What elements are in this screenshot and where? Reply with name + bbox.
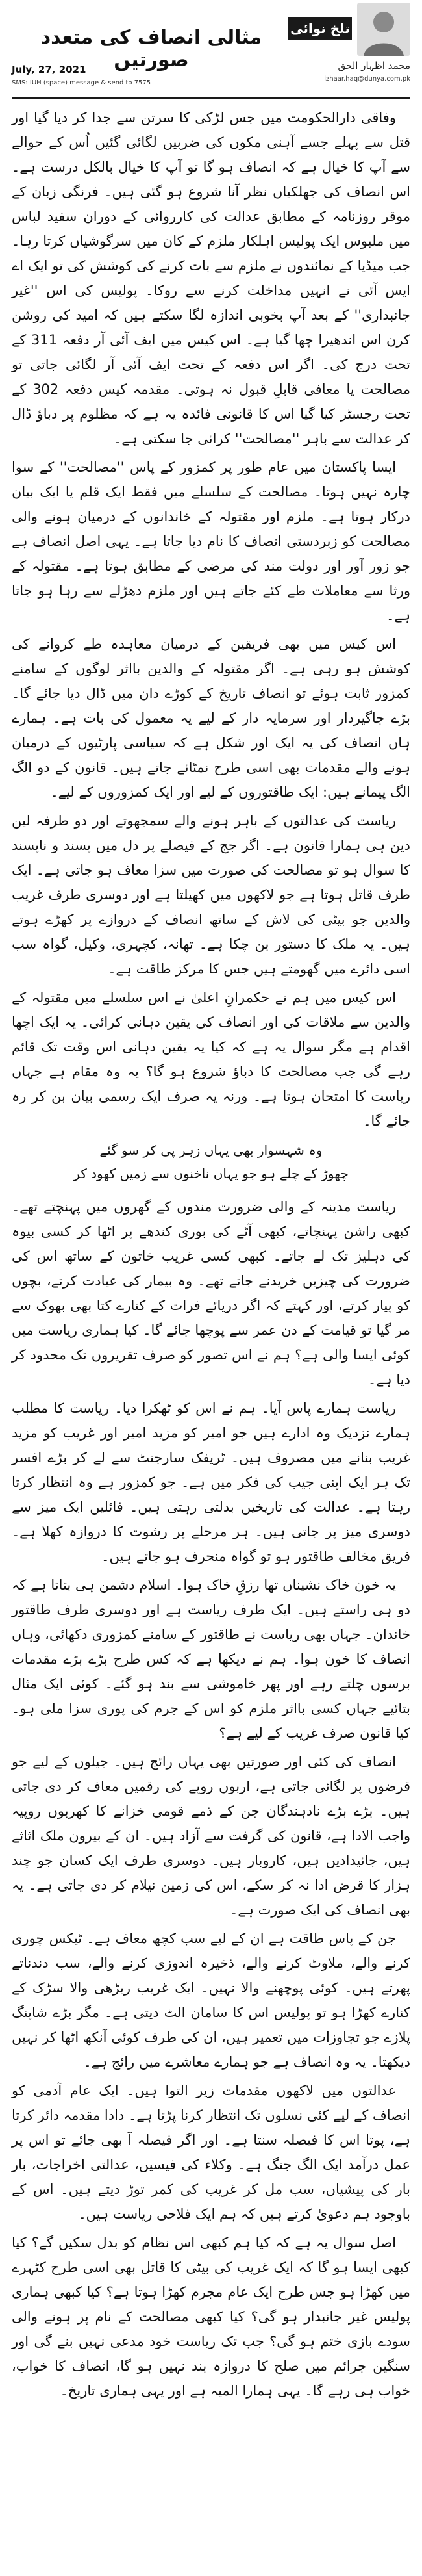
- article-paragraph: وفاقی دارالحکومت میں جس لڑکی کا سرتن سے جدا کر دیا گیا اور قتل سے پہلے جسے آہنی مکوں کی ضربیں لگائی گئیں اُس کے حوالے سے آپ کا خیال ہے کہ انصاف ہو گا تو آپ کا خیال بالکل درست ہے۔ اس انصاف کی جھلکیاں نظر آنا شروع ہو گئی ہیں۔ فرنگی زبان کے موقر روزنامہ کے مطابق عدالت کی کارروائی کے دوران سفید لباس میں ملبوس ایک پولیس اہلکار ملزم کے کان میں سرگوشیاں کرتا رہا۔ جب میڈیا کے نمائندوں نے ملزم سے بات کرنے کی کوشش کی تو ایک اے ایس آئی نے انہیں مداخلت کرنے سے روکا۔ پولیس کی اس ''غیر جانبداری'' کے بعد آپ بخوبی اندازہ لگا سکتے ہیں کہ امید کی روشن کرن اس اندھیرا چھا گیا ہے۔ اس کیس میں ایف آئی آر دفعہ 311 کے تحت درج کی۔ اگر اس دفعہ کے تحت ایف آئی آر لگائی جاتی تو مصالحت یا معافی قابلِ قبول نہ ہوتی۔ مقدمہ کیس دفعہ 302 کے تحت رجسٹر کیا گیا اس کا قانونی فائدہ یہ ہے کہ مظلوم پر دباؤ ڈال کر عدالت سے باہر ''مصالحت'' کرائی جا سکتی ہے۔: [12, 110, 410, 446]
- verse-line: چھوڑ کے چلے ہو جو یہاں ناخنوں سے زمیں کھود کر: [73, 1166, 349, 1181]
- column-branding: [287, 3, 410, 94]
- article-paragraph: ریاست ہمارے پاس آیا۔ ہم نے اس کو ٹھکرا دیا۔ ریاست کا مطلب ہمارے نزدیک وہ ادارے ہیں جو امیر کو مزید امیر اور غریب کو مزید غریب بنانے میں مصروف ہیں۔ ٹریفک سارجنٹ سے لے کر بڑے افسر تک ہر ایک اپنی جیب کی فکر میں ہے۔ جو کمزور ہے وہ انتظار کرتا رہتا ہے۔ عدالت کی تاریخیں بدلتی رہتی ہیں۔ فائلیں ایک میز سے دوسری میز پر جاتی ہیں۔ ہر مرحلے پر رشوت کا دروازہ کھلا ہے۔ فریق مخالف طاقتور ہو تو گواہ منحرف ہو جاتے ہیں۔: [12, 1400, 410, 1564]
- author-email: izhaar.haq@dunya.com.pk: [324, 75, 410, 83]
- article-paragraph: ایسا پاکستان میں عام طور پر کمزور کے پاس ''مصالحت'' کے سوا چارہ نہیں ہوتا۔ مصالحت کے سلسلے میں فقط ایک قلم یا ایک بیان درکار ہوتا ہے۔ ملزم اور مقتولہ کے خاندانوں کے درمیان ہونے والی مصالحت کو زبردستی انصاف کا نام دیا جاتا ہے۔ یہی اصل انصاف ہے جو زور آور اور دولت مند کی مرضی کے مطابق ہوتا ہے۔ مقتولہ کے ورثا سے معاملات طے کئے جاتے ہیں اور ملزم دھڑلے سے رہا ہو جاتا ہے۔: [12, 459, 410, 623]
- article-paragraph: جن کے پاس طاقت ہے ان کے لیے سب کچھ معاف ہے۔ ٹیکس چوری کرنے والے، ملاوٹ کرنے والے، ذخیرہ اندوزی کرنے والے، سب دندناتے پھرتے ہیں۔ کوئی پوچھنے والا نہیں۔ ایک غریب ریڑھی والا سڑک کے کنارے کھڑا ہو تو پولیس اس کا سامان الٹ دیتی ہے۔ مگر بڑے شاپنگ پلازے جو تجاوزات میں تعمیر ہیں، ان کی طرف کوئی آنکھ اٹھا کر نہیں دیکھتا۔ یہ وہ انصاف ہے جو ہمارے معاشرے میں رائج ہے۔: [12, 1931, 410, 2070]
- article-paragraph: اصل سوال یہ ہے کہ کیا ہم کبھی اس نظام کو بدل سکیں گے؟ کیا کبھی ایسا ہو گا کہ ایک غریب کی بیٹی کا قاتل بھی اسی طرح کٹہرے میں کھڑا ہو جس طرح ایک عام مجرم کھڑا ہوتا ہے؟ کیا کبھی ہماری پولیس غیر جانبدار ہو گی؟ کیا کبھی مصالحت کے نام پر ہونے والی سودے بازی ختم ہو گی؟ جب تک ریاست خود مدعی نہیں بنے گی اور سنگین جرائم میں صلح کا دروازہ بند نہیں ہو گا، انصاف کا خواب، خواب ہی رہے گا۔ یہی ہمارا المیہ ہے اور یہی ہماری تاریخ۔: [12, 2235, 410, 2399]
- publish-date: July, 27, 2021: [12, 64, 86, 75]
- poetry-verse: [12, 1139, 410, 1185]
- article-paragraph: ریاست کی عدالتوں کے باہر ہونے والے سمجھوتے اور دو طرفہ لین دین ہی ہمارا قانون ہے۔ اگر جج کے فیصلے پر دل میں پسند و ناپسند کا سوال ہو تو مصالحت کی صورت میں سزا معاف ہو جاتی ہے۔ ایک طرف قاتل ہوتا ہے جو لاکھوں میں کھیلتا ہے اور دوسری طرف غریب والدین جو بیٹی کی لاش کے ساتھ انصاف کے دروازے پر کھڑے ہوتے ہیں۔ یہ ملک کا دستور بن چکا ہے۔ تھانہ، کچہری، وکیل، گواہ سب اسی دائرے میں گھومتے ہیں جس کا مرکز طاقت ہے۔: [12, 813, 410, 977]
- author-photo: [357, 3, 410, 56]
- article-paragraph: اس کیس میں بھی فریقین کے درمیان معاہدہ طے کروانے کی کوشش ہو رہی ہے۔ اگر مقتولہ کے والدین بااثر لوگوں کے سامنے کمزور ثابت ہوئے تو انصاف تاریخ کے کوڑے دان میں ڈال دیا جائے گا۔ بڑے جاگیردار اور سرمایہ دار کے لیے یہ معمول کی بات ہے۔ ہمارے ہاں انصاف کی یہ ایک اور شکل ہے کہ سیاسی پارٹیوں کے درمیان ہونے والے مقدمات بھی اسی طرح نمٹائے جاتے ہیں۔ قانون کے دو الگ الگ پیمانے ہیں: ایک طاقتوروں کے لیے اور ایک کمزوروں کے لیے۔: [12, 636, 410, 800]
- column-name: تلخ نوائی: [288, 17, 352, 40]
- author-name: محمد اظہار الحق: [338, 60, 410, 71]
- article-paragraph: عدالتوں میں لاکھوں مقدمات زیر التوا ہیں۔ ایک عام آدمی کو انصاف کے لیے کئی نسلوں تک انتظار کرنا پڑتا ہے۔ دادا مقدمہ دائر کرتا ہے، پوتا اس کا فیصلہ سنتا ہے۔ اور اگر فیصلہ آ بھی جائے تو اس پر عمل درآمد ایک الگ جنگ ہے۔ وکلاء کی فیسیں، عدالتی اخراجات، بار بار کی پیشیاں، سب مل کر غریب کی کمر توڑ دیتے ہیں۔ اس کے باوجود ہم دعویٰ کرتے ہیں کہ ہم ایک فلاحی ریاست ہیں۔: [12, 2083, 410, 2222]
- sms-info: SMS: IUH (space) message & send to 7575: [12, 79, 151, 86]
- article-paragraph: اس کیس میں ہم نے حکمرانِ اعلیٰ نے اس سلسلے میں مقتولہ کے والدین سے ملاقات کی اور انصاف کی یقین دہانی کرائی۔ یہ ایک اچھا اقدام ہے مگر سوال یہ ہے کہ کیا یہ یقین دہانی اس وقت تک قائم رہے گی جب مصالحت کا دباؤ شروع ہو گا؟ یہ وہ مقام ہے جہاں ریاست کا امتحان ہوتا ہے۔ ورنہ یہ صرف ایک رسمی بیان بن کر رہ جائے گا۔: [12, 990, 410, 1129]
- avatar-icon: [357, 3, 410, 56]
- page-title: مثالی انصاف کی متعدد صورتیں: [40, 26, 262, 71]
- article-body: [12, 99, 410, 2403]
- article-paragraph: ریاست مدینہ کے والی ضرورت مندوں کے گھروں میں پہنچتے تھے۔ کبھی راشن پہنچاتے، کبھی آٹے کی بوری کندھے پر اٹھا کر کسی بیوہ کی دہلیز تک لے جاتے۔ کبھی کسی غریب خاتون کے ساتھ اس کی ضرورت کی چیزیں خریدنے جاتے تھے۔ وہ بیمار کی عیادت کرتے، بچوں کو پیار کرتے، اور کہتے کہ اگر دریائے فرات کے کنارے کتا بھی بھوک سے مر گیا تو قیامت کے دن عمر سے پوچھا جائے گا۔ کیا ہماری ریاست میں کوئی ایسا والی ہے؟ ہم نے اس تصور کو صرف تقریروں تک محدود کر دیا ہے۔: [12, 1199, 410, 1387]
- column-header: [12, 0, 410, 99]
- article-paragraph: یہ خون خاک نشیناں تھا رزقِ خاک ہوا۔ اسلام دشمن ہی بتاتا ہے کہ دو ہی راستے ہیں۔ ایک طرف ریاست ہے اور دوسری طرف طاقتور خاندان۔ جہاں بھی ریاست نے طاقتور کے سامنے کمزوری دکھائی، وہاں انصاف کا خون ہوا۔ ہم نے دیکھا ہے کہ کس طرح بڑے بڑے مقدمات برسوں چلتے رہے اور پھر خاموشی سے بند ہو گئے۔ کوئی ایک مثال بتائیے جہاں کسی بااثر ملزم کو اس کے جرم کی پوری سزا ملی ہو۔ کیا قانون صرف غریب کے لیے ہے؟: [12, 1577, 410, 1741]
- verse-line: وہ شہسوار بھی یہاں زہر پی کر سو گئے: [99, 1142, 323, 1158]
- article-paragraph: انصاف کی کئی اور صورتیں بھی یہاں رائج ہیں۔ جیلوں کے لیے جو قرضوں پر لگائی جاتی ہے، اربوں روپے کی رقمیں معاف کر دی جاتی ہیں۔ بڑے بڑے نادہندگان جن کے ذمے قومی خزانے کا کھربوں روپیہ واجب الادا ہے، قانون کی گرفت سے آزاد ہیں۔ ان کے بیرون ملک اثاثے ہیں، جائیدادیں ہیں، کاروبار ہیں۔ دوسری طرف ایک کسان جو چند ہزار کا قرض ادا نہ کر سکے، اس کی زمین نیلام کر دی جاتی ہے۔ یہ بھی انصاف کی ایک صورت ہے۔: [12, 1754, 410, 1918]
